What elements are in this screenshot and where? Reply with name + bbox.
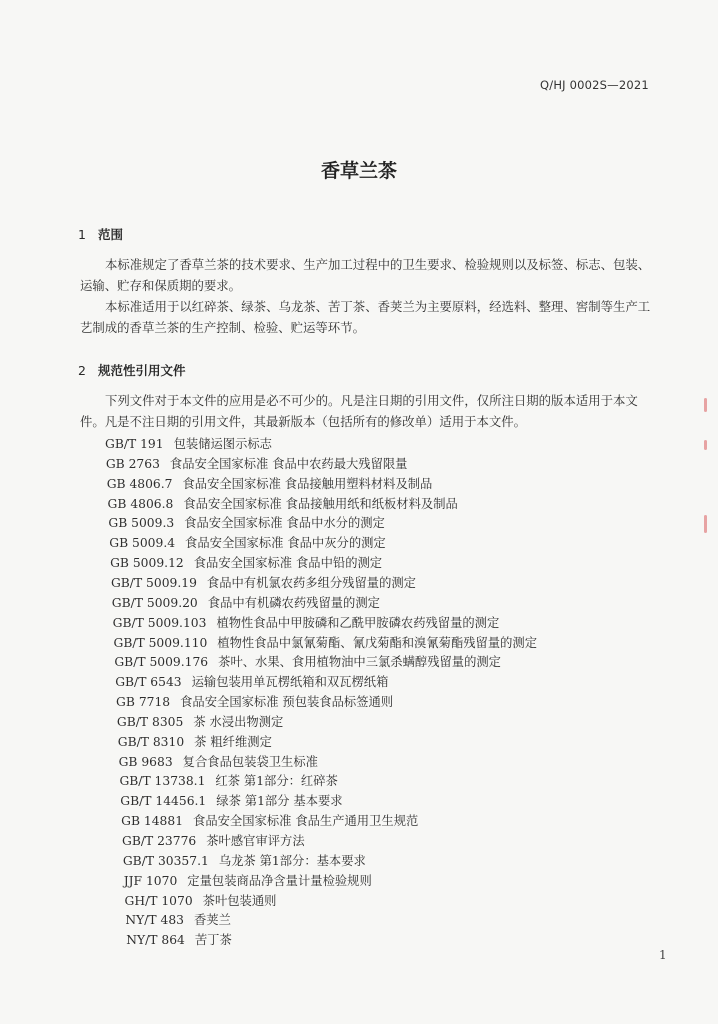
reference-code: GB 4806.7 <box>106 476 173 491</box>
reference-item <box>125 910 231 928</box>
reference-title: 食品安全国家标准 食品中铅的测定 <box>193 556 383 571</box>
document-code: Q/HJ 0002S—2021 <box>540 78 649 92</box>
reference-title: 食品安全国家标准 食品中农药最大残留限量 <box>169 456 408 471</box>
reference-code: GB/T 30357.1 <box>122 853 209 868</box>
section-number: 2 <box>78 363 86 378</box>
reference-item <box>112 593 380 611</box>
reference-title: 香荚兰 <box>194 913 231 928</box>
reference-code: GB/T 13738.1 <box>119 774 206 789</box>
reference-title: 茶 水浸出物测定 <box>193 714 284 729</box>
scan-mark <box>704 515 707 533</box>
reference-title: 苦丁茶 <box>194 933 232 948</box>
reference-title: 食品安全国家标准 预包装食品标签通则 <box>180 695 394 710</box>
section-title: 规范性引用文件 <box>98 363 186 378</box>
reference-title: 运输包装用单瓦楞纸箱和双瓦楞纸箱 <box>191 675 389 690</box>
reference-code: GB/T 5009.20 <box>111 595 198 610</box>
reference-item <box>119 752 318 770</box>
reference-item <box>119 771 337 789</box>
page-number: 1 <box>659 948 667 962</box>
reference-code: JJF 1070 <box>123 873 178 888</box>
scope-paragraph-1: 本标准规定了香草兰茶的技术要求、生产加工过程中的卫生要求、检验规则以及标签、标志、包装、运输、贮存和保质期的要求。 <box>80 257 651 293</box>
reference-item <box>114 652 501 670</box>
reference-item <box>116 692 393 710</box>
reference-title: 食品中有机氯农药多组分残留量的测定 <box>206 575 416 590</box>
reference-code: GB/T 6543 <box>115 675 182 690</box>
reference-code: GB 9683 <box>118 754 173 769</box>
reference-item <box>107 474 433 492</box>
reference-item <box>124 871 372 889</box>
reference-code: GB 5009.4 <box>109 536 176 551</box>
section-number: 1 <box>78 227 86 242</box>
reference-item <box>122 831 305 849</box>
reference-title: 乌龙茶 第1部分：基本要求 <box>218 853 366 868</box>
reference-title: 食品安全国家标准 食品接触用塑料材料及制品 <box>182 476 433 491</box>
reference-title: 复合食品包装袋卫生标准 <box>182 754 318 769</box>
reference-title: 包装储运图示标志 <box>173 437 272 451</box>
reference-item <box>110 553 382 571</box>
section-heading-scope <box>78 225 123 243</box>
reference-item <box>118 732 272 750</box>
reference-title: 食品安全国家标准 食品生产通用卫生规范 <box>193 814 419 829</box>
reference-title: 红茶 第1部分：红碎茶 <box>215 774 338 789</box>
reference-code: GB 4806.8 <box>107 496 174 511</box>
reference-item <box>108 494 458 512</box>
reference-title: 食品安全国家标准 食品接触用纸和纸板材料及制品 <box>183 496 458 511</box>
reference-item <box>115 672 388 690</box>
reference-title: 茶 粗纤维测定 <box>194 734 272 749</box>
reference-code: GB/T 8310 <box>117 734 185 749</box>
reference-code: GB/T 5009.176 <box>114 655 209 670</box>
reference-item <box>113 613 500 631</box>
scan-mark <box>704 440 707 450</box>
reference-code: GB 2763 <box>105 456 160 471</box>
reference-code: GB/T 5009.19 <box>110 575 197 590</box>
reference-item <box>126 930 232 948</box>
reference-code: NY/T 483 <box>125 913 184 928</box>
reference-title: 食品中有机磷农药残留量的测定 <box>207 595 380 610</box>
reference-title: 食品安全国家标准 食品中灰分的测定 <box>185 536 386 551</box>
reference-item <box>106 454 408 472</box>
reference-item <box>114 633 538 651</box>
reference-title: 茶叶、水果、食用植物油中三氯杀螨醇残留量的测定 <box>218 655 501 670</box>
reference-item <box>121 811 418 829</box>
reference-code: GB/T 5009.103 <box>112 615 207 630</box>
reference-code: GB 5009.12 <box>110 556 184 571</box>
reference-code: GB/T 5009.110 <box>113 635 208 650</box>
reference-item <box>123 851 366 869</box>
reference-title: 定量包装商品净含量计量检验规则 <box>187 873 372 888</box>
reference-title: 植物性食品中甲胺磷和乙酰甲胺磷农药残留量的测定 <box>216 615 500 630</box>
reference-item <box>111 573 416 591</box>
reference-title: 食品安全国家标准 食品中水分的测定 <box>184 516 385 531</box>
reference-item <box>117 712 283 730</box>
reference-item <box>105 434 272 452</box>
section-title: 范围 <box>98 227 124 242</box>
reference-code: GB/T 14456.1 <box>120 794 207 809</box>
reference-title: 植物性食品中氯氰菊酯、氰戊菊酯和溴氰菊酯残留量的测定 <box>217 635 538 650</box>
reference-item <box>108 513 384 531</box>
reference-item <box>125 891 277 909</box>
references-intro-paragraph: 下列文件对于本文件的应用是必不可少的。凡是注日期的引用文件，仅所注日期的版本适用于本文件。凡是不注日期的引用文件，其最新版本（包括所有的修改单）适用于本文件。 <box>80 393 638 429</box>
reference-title: 绿茶 第1部分 基本要求 <box>216 794 343 809</box>
reference-code: GH/T 1070 <box>124 893 193 908</box>
scope-paragraph-2: 本标准适用于以红碎茶、绿茶、乌龙茶、苦丁茶、香荚兰为主要原料，经选料、整理、窖制等生产工艺制成的香草兰茶的生产控制、检验、贮运等环节。 <box>80 299 651 335</box>
reference-item <box>120 791 342 809</box>
reference-code: NY/T 864 <box>126 933 185 948</box>
reference-title: 茶叶感官审评方法 <box>206 834 305 848</box>
page-title: 香草兰茶 <box>320 160 397 182</box>
reference-code: GB 7718 <box>116 695 171 710</box>
reference-code: GB/T 191 <box>105 437 164 451</box>
reference-title: 茶叶包装通则 <box>202 893 277 908</box>
reference-item <box>109 533 385 551</box>
scan-mark <box>704 398 707 412</box>
reference-code: GB/T 8305 <box>116 714 184 729</box>
reference-code: GB 5009.3 <box>108 516 175 531</box>
reference-code: GB 14881 <box>121 814 184 829</box>
reference-code: GB/T 23776 <box>122 834 197 848</box>
section-heading-references <box>78 361 186 379</box>
